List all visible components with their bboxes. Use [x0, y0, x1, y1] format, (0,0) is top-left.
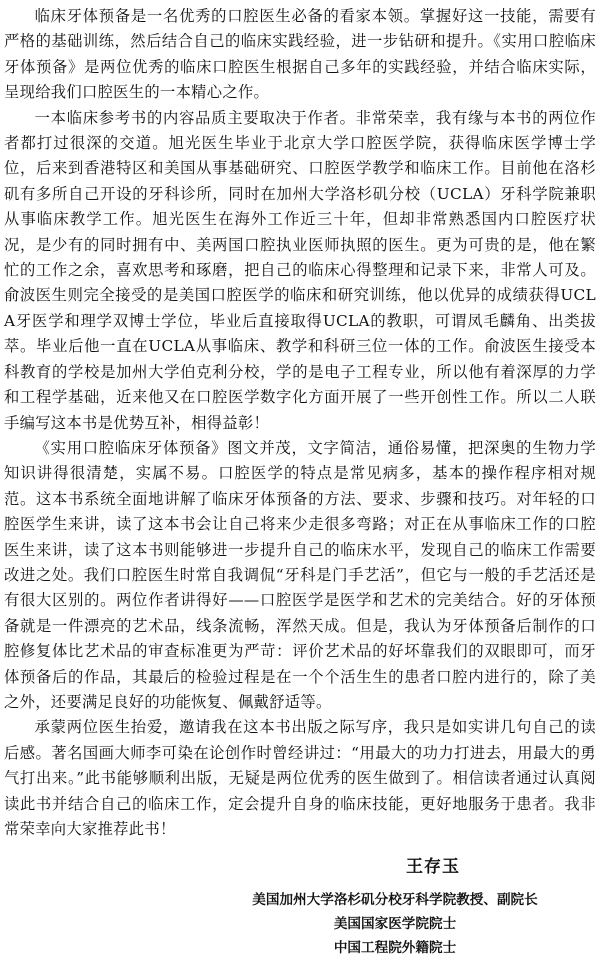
preface-paragraph: 《实用口腔临床牙体预备》图文并茂，文字简洁，通俗易懂，把深奥的生物力学知识讲得很清楚，实属不易。口腔医学的特点是常见病多，基本的操作程序相对规范。这本书系统全面地讲解了临床牙体预备的方法、要求、步骤和技巧。对年轻的口腔医学生来讲，读了这本书会让自己将来少走很多弯路；对正在从事临床工作的口腔医生来讲，读了这本书则能够进一步提升自己的临床水平，发现自己的临床工作需要改进之处。我们口腔医生时常自我调侃“牙科是门手艺活”，但它与一般的手艺活还是有很大区别的。两位作者讲得好——口腔医学是医学和艺术的完美结合。好的牙体预备就是一件漂亮的艺术品，线条流畅，浑然天成。但是，我认为牙体预备后制作的口腔修复体比艺术品的审查标准更为严苛：评价艺术品的好坏靠我们的双眼即可，而牙体预备后的作品，其最后的检验过程是在一个个活生生的患者口腔内进行的，除了美之外，还要满足良好的功能恢复、佩戴舒适等。	[4, 438, 596, 711]
preface-paragraph: 一本临床参考书的内容品质主要取决于作者。非常荣幸，我有缘与本书的两位作者都打过很深的交道。旭光医生毕业于北京大学口腔医学院，获得临床医学博士学位，后来到香港特区和美国从事基础研究、口腔医学教学和临床工作。目前他在洛杉矶有多所自己开设的牙科诊所，同时在加州大学洛杉矶分校（UCLA）牙科学院兼职从事临床教学工作。旭光医生在海外工作近三十年，但却非常熟悉国内口腔医疗状况，是少有的同时拥有中、美两国口腔执业医师执照的医生。更为可贵的是，他在繁忙的工作之余，喜欢思考和琢磨，把自己的临床心得整理和记录下来，非常人可及。俞波医生则完全接受的是美国口腔医学的临床和研究训练，他以优异的成绩获得UCLA牙医学和理学双博士学位，毕业后直接取得UCLA的教职，可谓凤毛麟角、出类拔萃。毕业后他一直在UCLA从事临床、教学和科研三位一体的工作。俞波医生接受本科教育的学校是加州大学伯克利分校，学的是电子工程专业，所以他有着深厚的力学和工程学基础，近来他又在口腔医学数字化方面开展了一些开创性工作。所以二人联手编写这本书是优势互补，相得益彰！	[4, 108, 596, 432]
preface-paragraph: 承蒙两位医生抬爱，邀请我在这本书出版之际写序，我只是如实讲几句自己的读后感。著名国画大师李可染在论创作时曾经讲过：“用最大的功力打进去，用最大的勇气打出来。”此书能够顺利出版，无疑是两位优秀的医生做到了。相信读者通过认真阅读此书并结合自己的临床工作，定会提升自身的临床技能，更好地服务于患者。我非常荣幸向大家推荐此书！	[4, 718, 596, 838]
author-title-line: 中国工程院外籍院士	[333, 940, 457, 956]
author-signature-name: 王存玉	[406, 857, 460, 877]
author-titles	[200, 888, 590, 960]
preface-body	[4, 4, 596, 842]
author-title-line: 美国国家医学院院士	[333, 916, 457, 932]
author-title-line: 美国加州大学洛杉矶分校牙科学院教授、副院长	[252, 892, 538, 908]
preface-paragraph: 临床牙体预备是一名优秀的口腔医生必备的看家本领。掌握好这一技能，需要有严格的基础训练，然后结合自己的临床实践经验，进一步钻研和提升。《实用口腔临床牙体预备》是两位优秀的临床口腔医生根据自己多年的实践经验，并结合临床实际，呈现给我们口腔医生的一本精心之作。	[4, 7, 596, 102]
